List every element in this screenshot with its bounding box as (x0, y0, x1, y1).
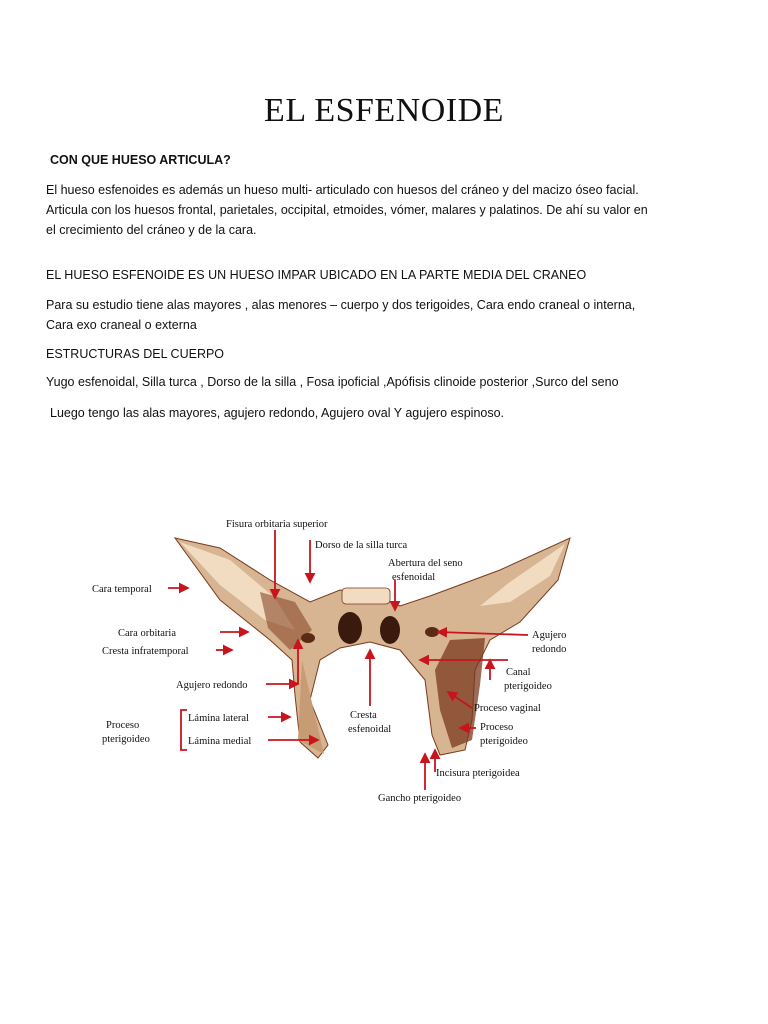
label-agujero-redondo-right-1: Agujero (532, 630, 567, 641)
foramen-rotundum-shape (301, 633, 315, 643)
label-proceso-pterigoideo-right-2: pterigoideo (480, 736, 528, 747)
label-lamina-medial: Lámina medial (188, 736, 252, 747)
paragraph-body-structures: Yugo esfenoidal, Silla turca , Dorso de la silla , Fosa ipoficial ,Apófisis clinoide posterior ,Surco del seno (46, 375, 619, 389)
label-cara-temporal: Cara temporal (92, 584, 152, 595)
page-title: EL ESFENOIDE (264, 92, 504, 129)
question-heading: CON QUE HUESO ARTICULA? (50, 153, 231, 167)
paragraph-alas-mayores: Luego tengo las alas mayores, agujero redondo, Agujero oval Y agujero espinoso. (50, 406, 505, 420)
label-gancho-pterigoideo: Gancho pterigoideo (378, 793, 462, 804)
label-lamina-lateral: Lámina lateral (188, 713, 249, 724)
label-cresta-esfenoidal-2: esfenoidal (348, 724, 392, 735)
label-canal-pterigoideo-1: Canal (506, 667, 531, 678)
text-line: el crecimiento del cráneo y de la cara. (46, 223, 257, 237)
text-line: Cara exo craneal o externa (46, 318, 197, 332)
label-proceso-vaginal: Proceso vaginal (474, 703, 541, 714)
bracket (181, 710, 187, 750)
label-cresta-esfenoidal-1: Cresta (350, 710, 377, 721)
label-canal-pterigoideo-2: pterigoideo (504, 681, 552, 692)
label-incisura-pterigoidea: Incisura pterigoidea (436, 768, 520, 779)
sinus-opening-right (380, 616, 400, 644)
label-cresta-infratemporal: Cresta infratemporal (102, 646, 189, 657)
dorso-silla-shape (342, 588, 390, 604)
label-fisura-orbitaria: Fisura orbitaria superior (226, 519, 328, 530)
text-line: Para su estudio tiene alas mayores , alas menores – cuerpo y dos terigoides, Cara endo craneal o interna, (46, 298, 636, 312)
paragraph-study (46, 295, 706, 335)
text-line: El hueso esfenoides es además un hueso multi- articulado con huesos del cráneo y del macizo óseo facial. (46, 183, 639, 197)
label-proceso-pterigoideo-right-1: Proceso (480, 722, 514, 733)
label-agujero-redondo-right-2: redondo (532, 644, 567, 655)
sinus-opening-left (338, 612, 362, 644)
label-proceso-pterigoideo-2: pterigoideo (102, 734, 150, 745)
label-cara-orbitaria: Cara orbitaria (118, 628, 177, 639)
paragraph-articulation (46, 180, 706, 240)
section-heading-structures: ESTRUCTURAS DEL CUERPO (46, 347, 225, 361)
text-line: Articula con los huesos frontal, parietales, occipital, etmoides, vómer, malares y palatinos. De ahí su valor en (46, 203, 648, 217)
section-heading-impar: EL HUESO ESFENOIDE ES UN HUESO IMPAR UBICADO EN LA PARTE MEDIA DEL CRANEO (46, 268, 587, 282)
label-abertura-seno-2: esfenoidal (392, 572, 436, 583)
label-agujero-redondo-left: Agujero redondo (176, 680, 248, 691)
label-proceso-pterigoideo-1: Proceso (106, 720, 140, 731)
label-dorso-silla: Dorso de la silla turca (315, 540, 408, 551)
label-abertura-seno-1: Abertura del seno (388, 558, 463, 569)
sphenoid-diagram (80, 510, 600, 810)
foramen-rotundum-right-shape (425, 627, 439, 637)
